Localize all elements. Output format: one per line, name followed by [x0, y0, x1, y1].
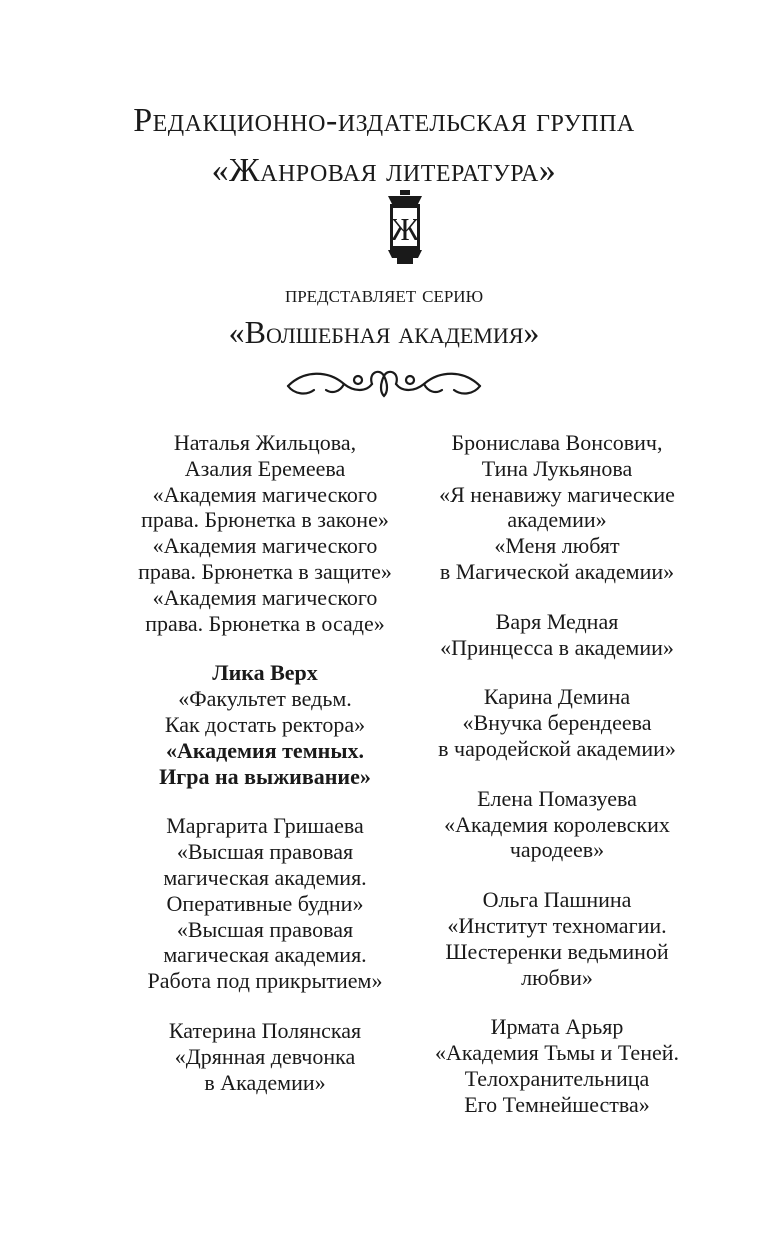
- book-title-line: магическая академия.: [163, 864, 367, 890]
- author-name: Маргарита Гришаева: [166, 813, 364, 839]
- book-entry: [412, 1014, 702, 1117]
- book-title-line: «Высшая правовая: [176, 916, 354, 942]
- book-entry: [412, 786, 702, 863]
- book-title-line: Его Темнейшества»: [464, 1091, 650, 1117]
- book-entry: [120, 660, 410, 789]
- book-title-line: в чародейской академии»: [438, 735, 676, 761]
- book-title-line: «Академия королевских: [444, 811, 670, 837]
- book-title-line: «Академия Тьмы и Теней.: [434, 1040, 680, 1066]
- book-entry: [412, 609, 702, 661]
- book-title-line: «Меня любят: [494, 533, 620, 559]
- series-title: «Волшебная академия»: [228, 314, 540, 350]
- logo-letter: Ж: [390, 211, 420, 247]
- book-title-line: «Факультет ведьм.: [178, 686, 352, 712]
- book-entry: [120, 813, 410, 994]
- book-title-line: «Внучка берендеева: [462, 710, 652, 736]
- book-title-line: академии»: [507, 507, 607, 533]
- book-title-line: чародеев»: [509, 837, 605, 863]
- book-title-line: права. Брюнетка в защите»: [138, 558, 392, 584]
- book-entry: [412, 430, 702, 585]
- left-column-book-list: [120, 430, 410, 1119]
- author-name: Елена Помазуева: [477, 785, 637, 811]
- book-title-line: Как достать ректора»: [164, 711, 366, 737]
- author-name: Бронислава Вонсович,: [451, 430, 663, 455]
- book-title-line: «Я ненавижу магические: [439, 481, 675, 507]
- publisher-name-line1: Редакционно-издательская группа: [133, 102, 635, 139]
- book-entry: [412, 684, 702, 761]
- book-title-line: Оперативные будни»: [166, 890, 364, 916]
- book-entry: [120, 430, 410, 636]
- book-title-line: права. Брюнетка в законе»: [141, 507, 389, 533]
- right-column-book-list: [412, 430, 702, 1142]
- author-name: Варя Медная: [495, 608, 619, 634]
- book-title-line: Работа под прикрытием»: [147, 968, 383, 994]
- book-entry: [412, 887, 702, 990]
- book-title-line: «Высшая правовая: [176, 839, 354, 865]
- book-title-line: «Академия темных.: [165, 737, 365, 763]
- book-title-line: «Академия магического: [152, 533, 378, 559]
- book-title-line: Игра на выживание»: [159, 763, 371, 789]
- book-title-line: «Академия магического: [152, 481, 378, 507]
- book-title-line: Азалия Еремеева: [184, 455, 346, 481]
- author-name: Ольга Пашнина: [482, 887, 632, 913]
- author-name: Ирмата Арьяр: [490, 1014, 624, 1040]
- book-title-line: «Принцесса в академии»: [440, 634, 674, 660]
- book-title-line: «Академия магического: [152, 584, 378, 610]
- presents-series-caption: представляет серию: [284, 282, 484, 308]
- scroll-flourish-icon: [284, 362, 484, 404]
- book-title-line: магическая академия.: [163, 942, 367, 968]
- book-title-line: Шестеренки ведьминой: [445, 938, 669, 964]
- book-title-line: любви»: [521, 964, 593, 990]
- author-name: Лика Верх: [212, 660, 318, 686]
- book-title-line: «Институт техномагии.: [447, 912, 667, 938]
- publisher-name-line2: «Жанровая литература»: [211, 152, 557, 189]
- book-title-line: «Дрянная девчонка: [174, 1043, 356, 1069]
- book-title-line: Телохранительница: [464, 1065, 650, 1091]
- book-title-line: в Магической академии»: [439, 558, 675, 584]
- book-title-line: права. Брюнетка в осаде»: [145, 610, 385, 636]
- author-name: Катерина Полянская: [168, 1017, 362, 1043]
- author-name: Наталья Жильцова,: [173, 430, 357, 455]
- book-title-line: в Академии»: [204, 1069, 326, 1095]
- book-entry: [120, 1018, 410, 1095]
- publisher-header: [0, 96, 768, 196]
- book-title-line: Тина Лукьянова: [481, 455, 633, 481]
- lantern-zh-logo-icon: [380, 190, 430, 270]
- author-name: Карина Демина: [483, 684, 631, 710]
